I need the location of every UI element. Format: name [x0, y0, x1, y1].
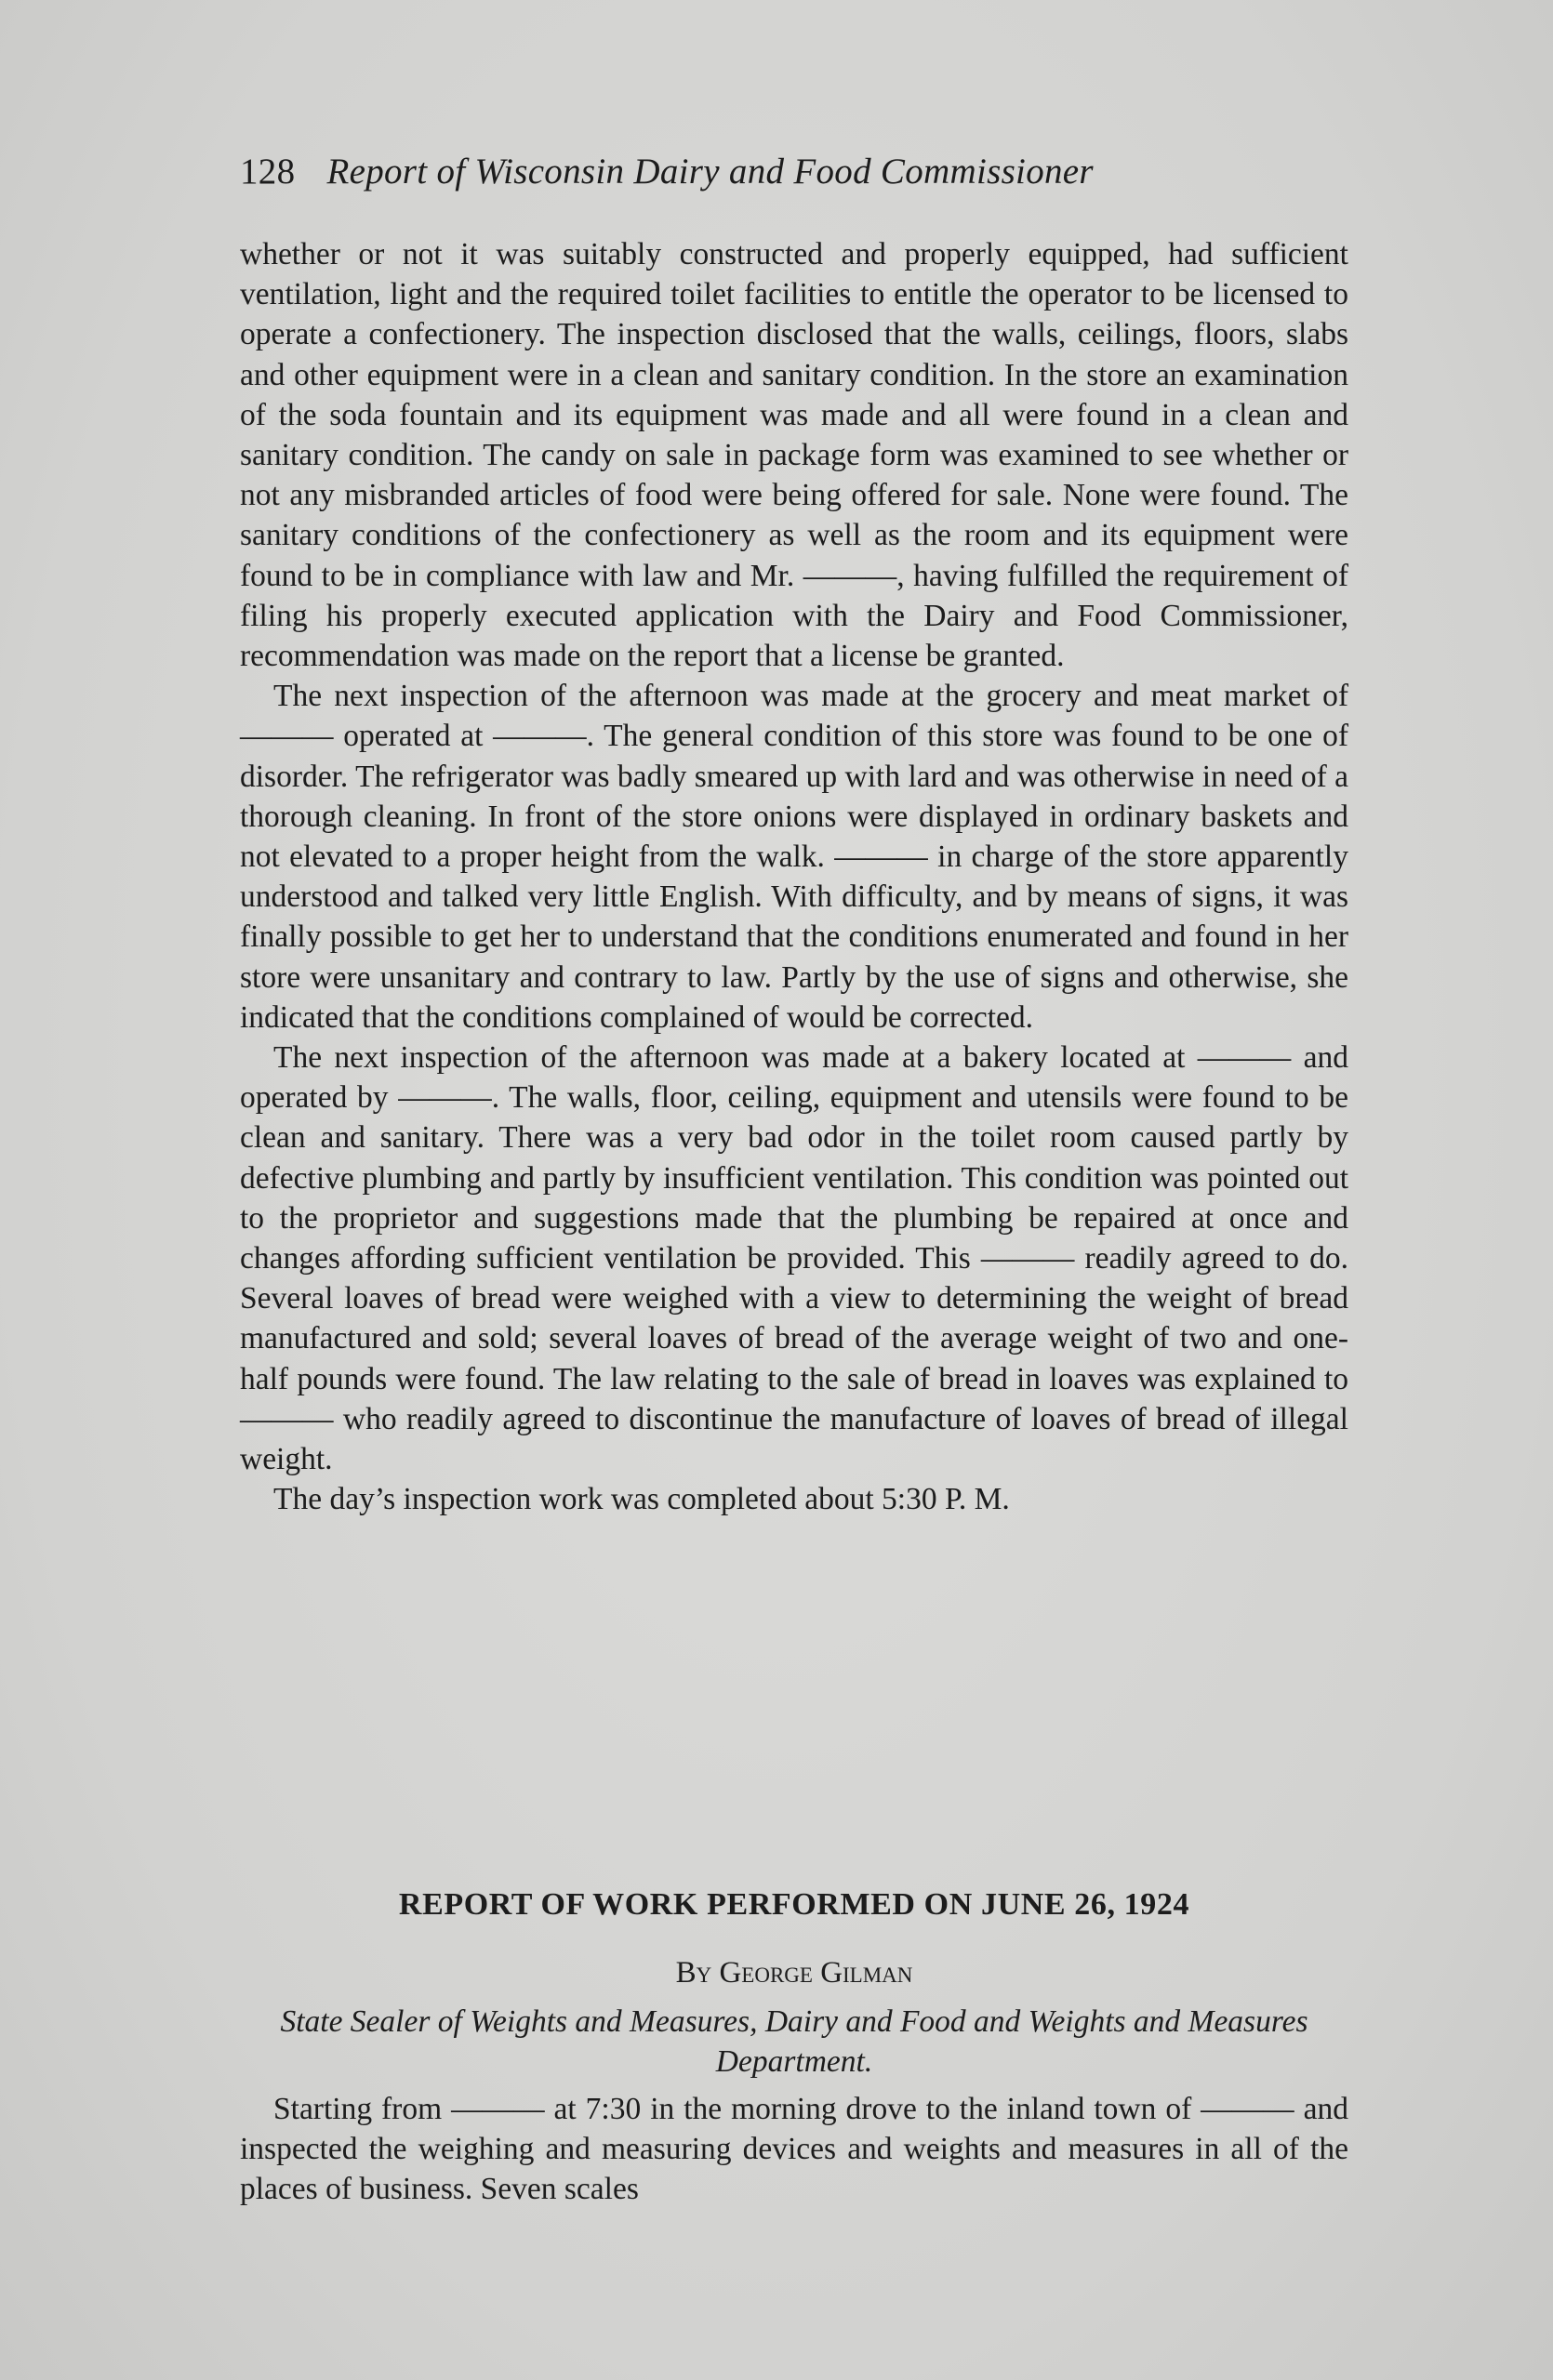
section-byline: By George Gilman	[675, 1956, 913, 1990]
paragraph-starting: Starting from ——— at 7:30 in the morning drove to the inland town of ——— and inspected the weighing and measuring devices and weights and measures in all of the places of business. Seven scales	[240, 2092, 1348, 2207]
paragraph-completed: The day’s inspection work was completed about 5:30 P. M.	[273, 1482, 1010, 1517]
running-title: Report of Wisconsin Dairy and Food Commissioner	[326, 152, 1094, 192]
paragraph-continued: whether or not it was suitably constructed and properly equipped, had sufficient ventilation, light and the required toilet facilities to entitle the operator to be licensed to operate a confectionery. The inspection disclosed that the walls, ceilings, floors, slabs and other equipment were in a clean and sanitary condition. In the store an examination of the soda fountain and its equipment was made and all were found in a clean and sanitary condition. The candy on sale in package form was examined to see whether or not any misbranded articles of food were being offered for sale. None were found. The sanitary conditions of the confectionery as well as the room and its equipment were found to be in compliance with law and Mr. ———, having fulfilled the requirement of filing his properly executed application with the Dairy and Food Commissioner, recommendation was made on the report that a license be granted.	[240, 237, 1348, 674]
page-number: 128	[240, 152, 296, 192]
page-header	[240, 151, 1356, 192]
section-body	[240, 2089, 1348, 2210]
paragraph-grocery: The next inspection of the afternoon was made at the grocery and meat market of ——— operated at ———. The general condition of this store was found to be one of disorder. The refrigerator was badly smeared up with lard and was otherwise in need of a thorough cleaning. In front of the store onions were displayed in ordinary baskets and not elevated to a proper height from the walk. ——— in charge of the store apparently understood and talked very little English. With difficulty, and by means of signs, it was finally possible to get her to understand that the conditions enumerated and found in her store were unsanitary and contrary to law. Partly by the use of signs and otherwise, she indicated that the conditions complained of would be corrected.	[240, 679, 1348, 1035]
section-title: REPORT OF WORK PERFORMED ON JUNE 26, 1924	[398, 1887, 1190, 1922]
paragraph-bakery: The next inspection of the afternoon was made at a bakery located at ——— and operated by ———. The walls, floor, ceiling, equipment and utensils were found to be clean and sanitary. There was a very bad odor in the toilet room caused partly by defective plumbing and partly by insufficient ventilation. This condition was pointed out to the proprietor and suggestions made that the plumbing be repaired at once and changes affording sufficient ventilation be provided. This ——— readily agreed to do. Several loaves of bread were weighed with a view to determining the weight of bread manufactured and sold; several loaves of bread of the average weight of two and one-half pounds were found. The law relating to the sale of bread in loaves was explained to ——— who readily agreed to discontinue the manufacture of loaves of bread of illegal weight.	[240, 1040, 1348, 1477]
section-heading	[240, 1887, 1348, 2082]
section-role: State Sealer of Weights and Measures, Dairy and Food and Weights and Measures Department.	[280, 2004, 1308, 2079]
body-text	[240, 234, 1348, 1520]
